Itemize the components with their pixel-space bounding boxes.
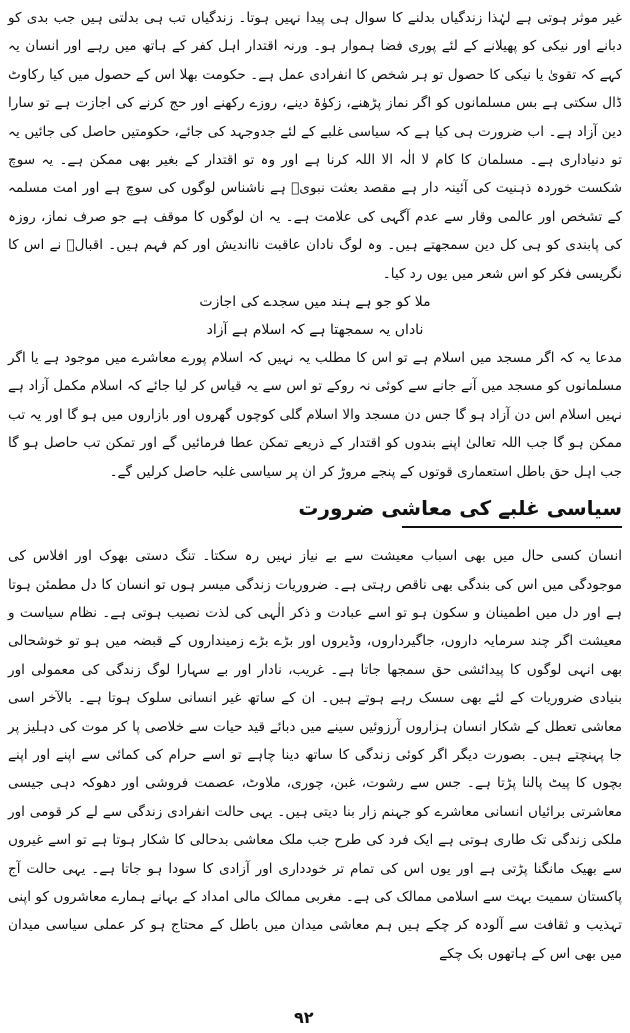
document-page [8,4,622,1029]
section-heading: سیاسی غلبے کی معاشی ضرورت [298,496,622,521]
page-number: ۹۲ [294,1008,314,1027]
paragraph-2: مدعا یہ کہ اگر مسجد میں اسلام ہے تو اس کا مطلب یہ نہیں کہ اسلام پورے معاشرے میں موجود ہے یا اگر مسلمانوں کو مسجد میں آنے جانے سے کوئی نہ روکے تو اس سے یہ قیاس کر لیا جائے کہ اسلام مکمل آزاد ہے نہیں اسلام اس دن آزاد ہو گا جس دن مسجد والا اسلام گلی کوچوں گھروں اور بازاروں میں ہو گا اور یہ تب ممکن ہو گا جب اللہ تعالیٰ اپنے بندوں کو اقتدار کے ذریعے تمکن عطا فرمائیں گے اور تمکن تب حاصل ہو گا جب اہل حق باطل استعماری قوتوں کے پنجے مروڑ کر ان پر سیاسی غلبہ حاصل کرلیں گے۔ [8,350,622,480]
paragraph-3: انسان کسی حال میں بھی اسباب معیشت سے بے نیاز نہیں رہ سکتا۔ تنگ دستی بھوک اور افلاس کی موجودگی میں اس کی بندگی بھی ناقص رہتی ہے۔ ضروریات زندگی میسر ہوں تو انسان کا دل مطمئن ہوتا ہے اور دل میں اطمینان و سکون ہو تو اسے عبادت و ذکر الٰہی کی لذت نصیب ہوتی ہے۔ نظام سیاست و معیشت اگر چند سرمایہ داروں، جاگیرداروں، وڈیروں اور بڑے بڑے زمینداروں کے قبضہ میں ہو تو خوشحالی بھی انہی لوگوں کا پیدائشی حق سمجھا جاتا ہے۔ غریب، نادار اور بے سہارا لوگ زندگی کی معمولی اور بنیادی ضروریات کے لئے بھی سسک رہے ہوتے ہیں۔ ان کے ساتھ غیر انسانی سلوک ہوتا ہے۔ بالآخر اسی معاشی تعطل کے شکار انسان ہزاروں آرزوئیں سینے میں دبائے قید حیات سے خلاصی پا کر موت کی دہلیز پر جا پہنچتے ہیں۔ بصورت دیگر اگر کوئی زندگی کا ساتھ دینا چاہے تو اسے حرام کی کمائی سے اپنے اور اپنے بچوں کا پیٹ پالنا پڑتا ہے۔ جس سے رشوت، غبن، چوری، ملاوٹ، عصمت فروشی اور دھوکہ دہی جیسی معاشرتی برائیاں انسانی معاشرے کو جہنم زار بنا دیتی ہیں۔ یہی حالت انفرادی زندگی سے لے کر قومی اور ملکی زندگی تک طاری ہوتی ہے ایک فرد کی طرح جب ملک معاشی بدحالی کا شکار ہوتا ہے تو اسے غیروں سے بھیک مانگنا پڑتی ہے اور یوں اس کی تمام تر خودداری اور آزادی کا سودا ہو جاتا ہے۔ یہی حالت آج پاکستان سمیت بہت سے اسلامی ممالک کی ہے۔ مغربی ممالک مالی امداد کے بہانے ہمارے معاشروں کو اپنی تہذیب و ثقافت سے آلودہ کر چکے ہیں ہم معاشی میدان میں باطل کے محتاج ہو کر عملی سیاسی میدان میں بھی اس کے ہاتھوں بک چکے [8,548,622,962]
verse-line-2: ناداں یہ سمجھتا ہے کہ اسلام ہے آزاد [206,322,424,339]
heading-underline [402,526,622,528]
section-heading-block [8,492,622,538]
paragraph-1: غیر موثر ہوتی ہے لہٰذا زندگیاں بدلنے کا سوال ہی پیدا نہیں ہوتا۔ زندگیاں تب ہی بدلتی ہیں جب بدی کو دبانے اور نیکی کو پھیلانے کے لئے پوری فضا ہموار ہو۔ ورنہ اقتدار اہل کفر کے ہاتھ میں رہے اور انسان یہ کہے کہ تقویٰ یا نیکی کا حصول تو ہر شخص کا انفرادی عمل ہے۔ حکومت بھلا اس کے حصول میں کیا رکاوٹ ڈال سکتی ہے بس مسلمانوں کو اگر نماز پڑھنے، زکوٰۃ دینے، روزے رکھنے اور حج کرنے کی اجازت ہے تو سارا دین آزاد ہے۔ اب ضرورت ہی کیا ہے کہ سیاسی غلبے کے لئے جدوجہد کی جائے، حکومتیں حاصل کی جائیں یہ تو دنیاداری ہے۔ مسلمان کا کام لا الٰہ الا اللہ کرنا ہے اور وہ تو اقتدار کے بغیر بھی ممکن ہے۔ یہ سوچ شکست خوردہ ذہنیت کی آئینہ دار ہے مقصد بعثت نبویؐ ہے ناشناس لوگوں کی سوچ ہے اور امت مسلمہ کے تشخص اور عالمی وقار سے عدم آگہی کی علامت ہے۔ یہ ان لوگوں کا موقف ہے جو صرف نماز، روزہ کی پابندی کو ہی کل دین سمجھتے ہیں۔ وہ لوگ نادان عاقبت نااندیش اور کم فہم ہیں۔ اقبالؒ نے اس کا نگریسی فکر کو اس شعر میں یوں رد کیا۔ [8,10,622,282]
verse-line-1: ملا کو جو ہے ہند میں سجدے کی اجازت [199,294,431,311]
